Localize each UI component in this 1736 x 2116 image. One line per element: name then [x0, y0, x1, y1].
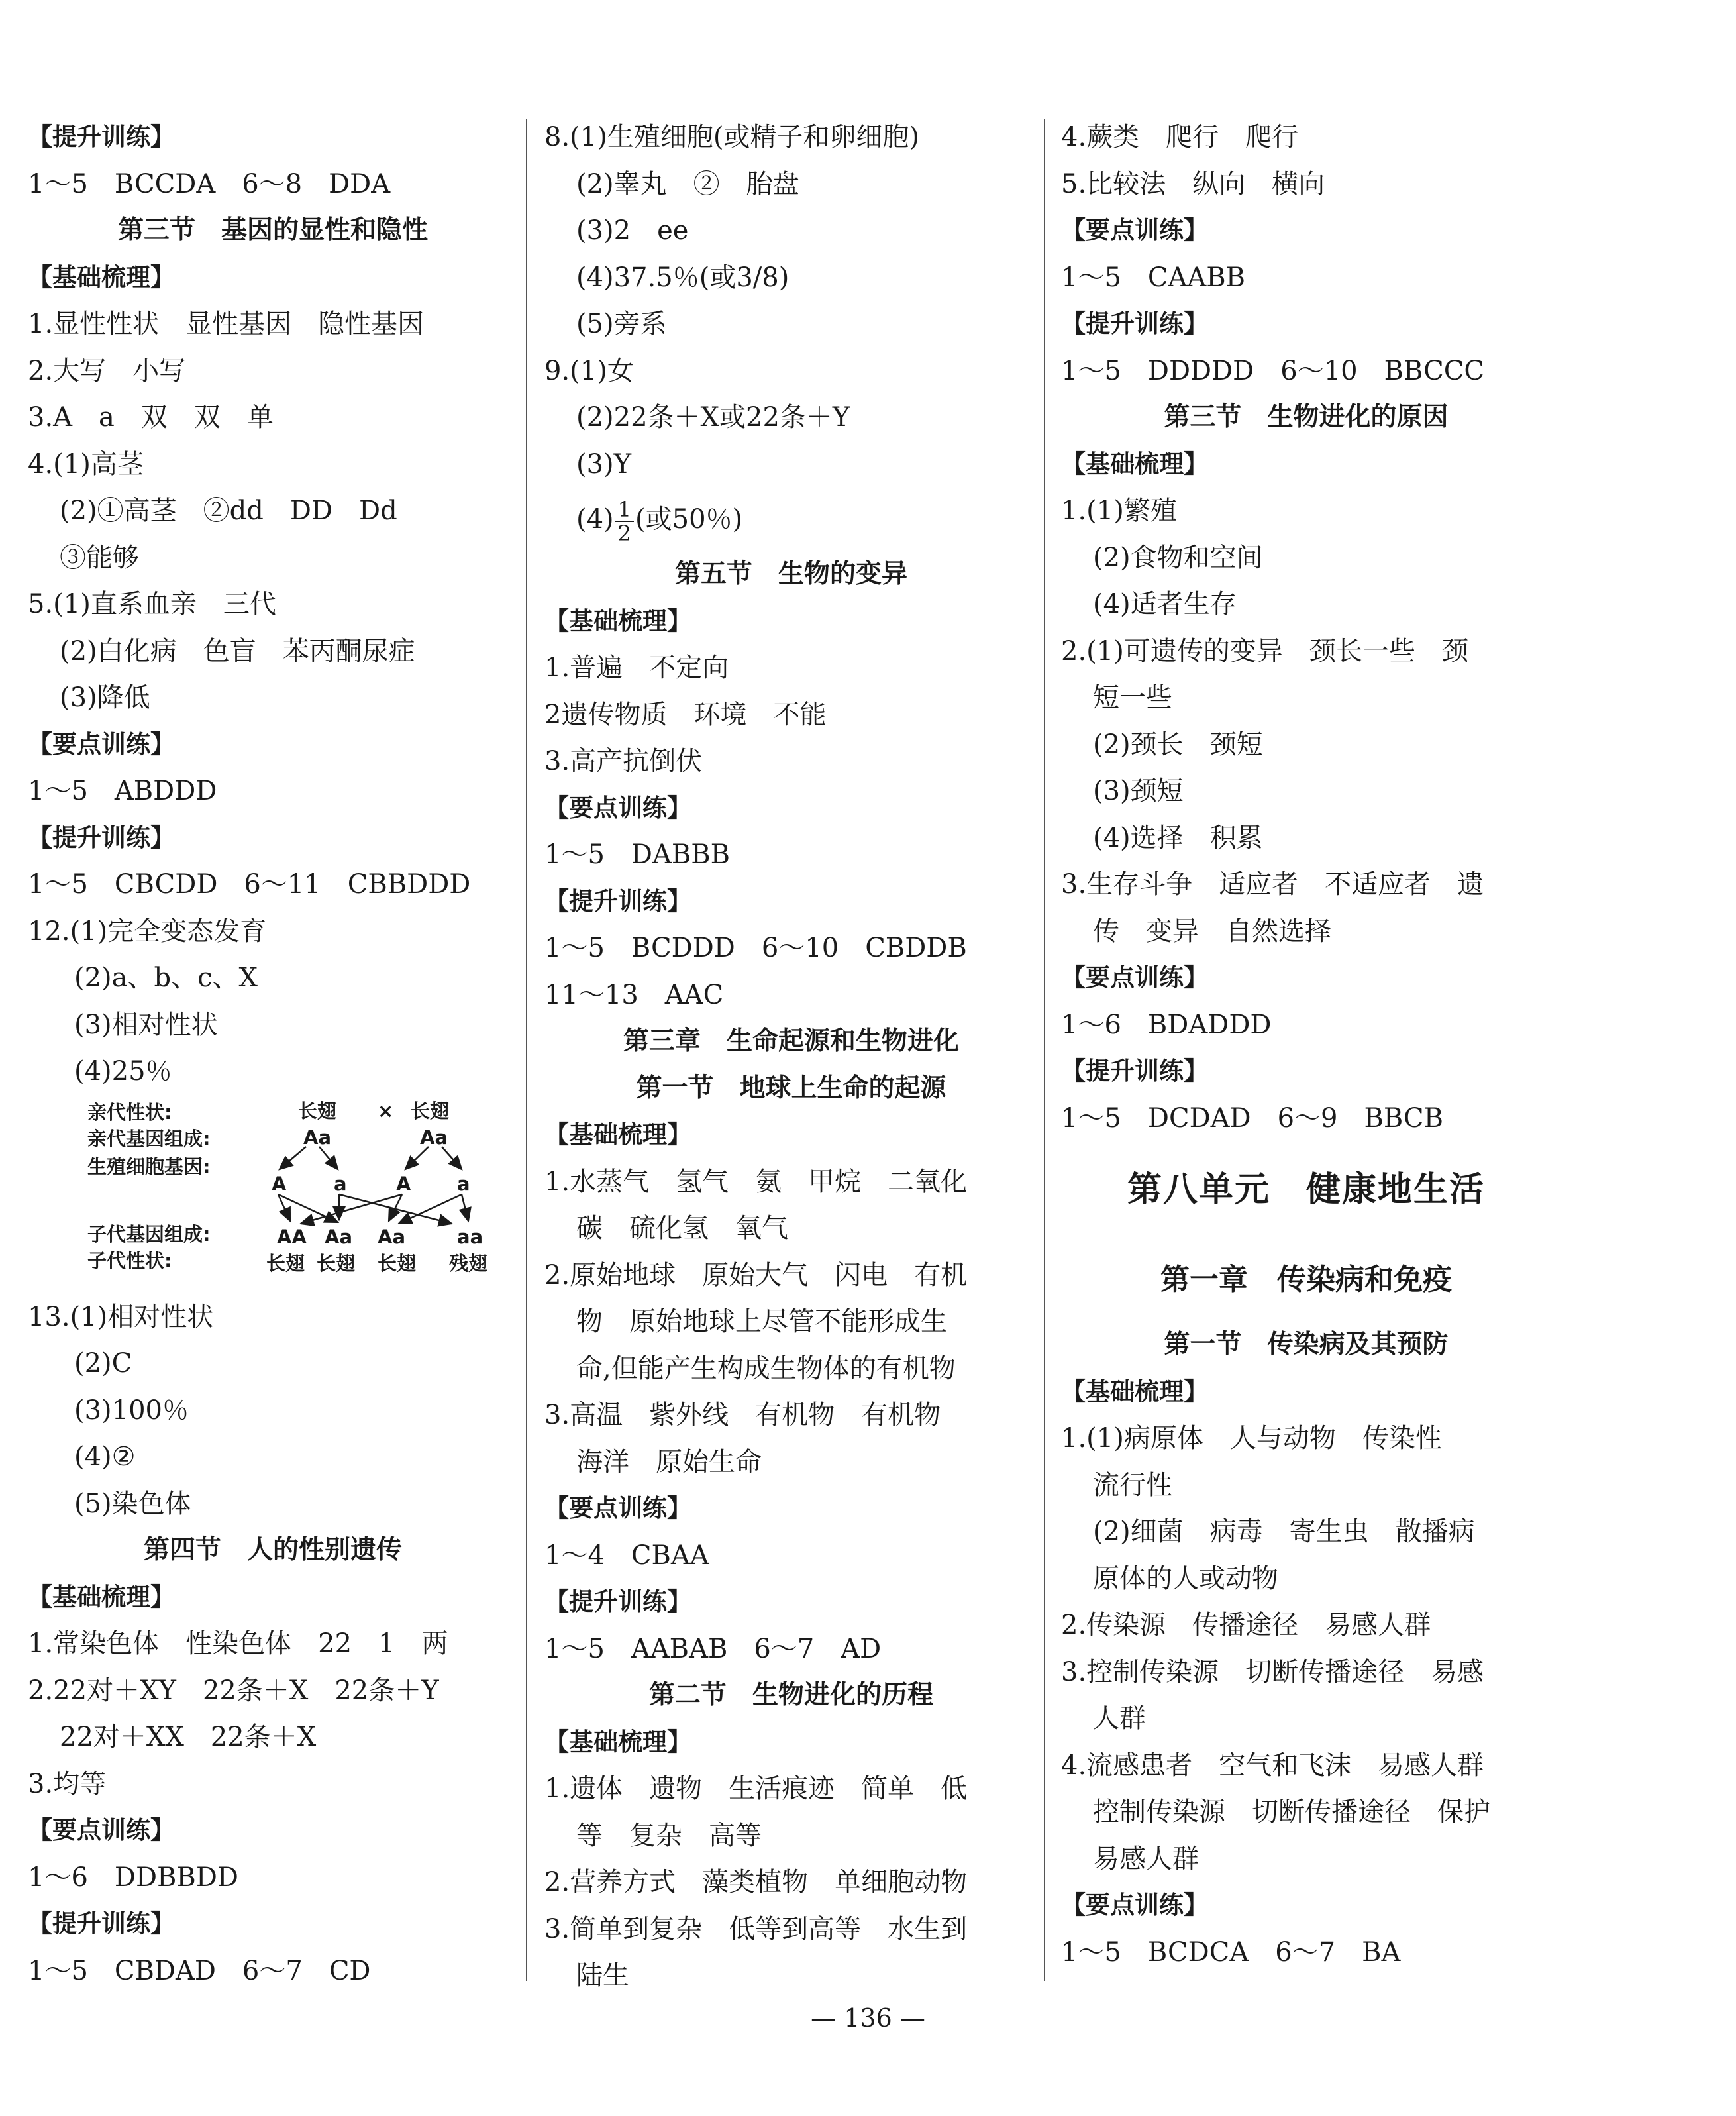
- section-tag: 【提升训练】: [28, 823, 175, 852]
- section-tag: 【基础梳理】: [28, 262, 175, 291]
- answer-line: 2.大写 小写: [28, 355, 186, 386]
- section-tag: 【要点训练】: [1061, 216, 1208, 244]
- section-heading: 第二节 生物进化的历程: [648, 1680, 933, 1710]
- answer-line: (3)Y: [576, 449, 632, 480]
- answer-line: 2.营养方式 藻类植物 单细胞动物: [544, 1867, 968, 1897]
- answer-line: 13.(1)相对性状: [28, 1301, 214, 1332]
- answer-line: 8.(1)生殖细胞(或精子和卵细胞): [544, 122, 920, 152]
- answer-line: 流行性: [1093, 1469, 1172, 1501]
- section-tag: 【要点训练】: [28, 1816, 175, 1844]
- answer-line: 11～13 AAC: [544, 979, 724, 1010]
- answer-line: 1～5 CBCDD 6～11 CBBDDD: [28, 869, 471, 900]
- answer-line: 碳 硫化氢 氧气: [576, 1213, 788, 1243]
- fraction: [615, 498, 634, 545]
- answer-line: 3.生存斗争 适应者 不适应者 遗: [1061, 869, 1484, 900]
- answer-line: 1～5 DABBB: [544, 839, 731, 870]
- child-trait-2: 长翅: [317, 1251, 356, 1275]
- answer-line: 短一些: [1093, 682, 1172, 713]
- answer-line: 1～5 CAABB: [1061, 262, 1246, 293]
- answer-line: 1.遗体 遗物 生活痕迹 简单 低: [544, 1773, 968, 1804]
- answer-line: 1～5 ABDDD: [28, 776, 217, 806]
- parent-gene-2: Aa: [420, 1126, 448, 1149]
- section-tag: 【要点训练】: [28, 729, 175, 759]
- section-tag: 【要点训练】: [1061, 963, 1208, 992]
- answer-line: 人群: [1093, 1703, 1146, 1734]
- answer-line: (2)细菌 病毒 寄生虫 散播病: [1093, 1516, 1475, 1547]
- answer-line: (4)适者生存: [1093, 589, 1237, 619]
- gamete-2: a: [334, 1172, 347, 1195]
- answer-line: (2)睾丸 ② 胎盘: [576, 168, 799, 199]
- cross-symbol: ×: [378, 1099, 394, 1122]
- gamete-3: A: [396, 1172, 411, 1195]
- section-tag: 【基础梳理】: [544, 606, 691, 635]
- answer-line: 等 复杂 高等: [576, 1820, 762, 1851]
- answer-line: 1～5 BCDCA 6～7 BA: [1061, 1936, 1401, 1968]
- answer-line: (2)颈长 颈短: [1093, 729, 1263, 760]
- answer-line-fraction: [544, 488, 1038, 551]
- column-divider-right: [1044, 119, 1045, 1981]
- answer-line: (4)选择 积累: [1093, 822, 1263, 853]
- column-2: [544, 114, 1038, 1999]
- section-heading: 第一节 地球上生命的起源: [636, 1073, 946, 1103]
- genetic-cross-diagram: [28, 1095, 518, 1294]
- answer-line: 3.A a 双 双 单: [28, 402, 274, 433]
- answer-line: 1～5 DDDDD 6～10 BBCCC: [1061, 355, 1484, 386]
- gamete-1: A: [272, 1172, 287, 1195]
- fraction-prefix: (4): [576, 504, 614, 535]
- answer-line: 1～5 CBDAD 6～7 CD: [28, 1955, 371, 1986]
- answer-line: 易感人群: [1093, 1843, 1199, 1874]
- answer-line: 12.(1)完全变态发育: [28, 916, 267, 947]
- answer-line: (2)食物和空间: [1093, 542, 1263, 573]
- section-tag: 【要点训练】: [544, 793, 691, 822]
- answer-line: 1.(1)繁殖: [1061, 496, 1177, 526]
- column-1: [28, 114, 518, 1994]
- answer-line: 3.均等: [28, 1768, 107, 1799]
- row-label-parent-gene: 亲代基因组成:: [87, 1127, 211, 1150]
- row-label-gamete: 生殖细胞基因:: [87, 1155, 211, 1178]
- row-label-child-trait: 子代性状:: [87, 1249, 172, 1272]
- answer-line: (3)相对性状: [74, 1009, 218, 1040]
- answer-line: (2)22条＋X或22条＋Y: [576, 402, 850, 433]
- answer-line: 原体的人或动物: [1093, 1563, 1278, 1594]
- answer-line: 2遗传物质 环境 不能: [544, 699, 827, 730]
- answer-line: 1～5 BCDDD 6～10 CBDDB: [544, 933, 967, 963]
- answer-line: 5.比较法 纵向 横向: [1061, 168, 1325, 199]
- answer-line: (5)旁系: [576, 309, 667, 339]
- child-trait-1: 长翅: [266, 1251, 305, 1275]
- answer-line: 2.22对＋XY 22条＋X 22条＋Y: [28, 1675, 439, 1706]
- section-tag: 【提升训练】: [1061, 309, 1208, 338]
- parent-gene-1: Aa: [303, 1126, 332, 1149]
- section-tag: 【基础梳理】: [28, 1582, 175, 1611]
- answer-line: 4.流感患者 空气和飞沫 易感人群: [1061, 1750, 1484, 1781]
- section-tag: 【提升训练】: [1061, 1057, 1208, 1085]
- section-heading: 第三节 基因的显性和隐性: [117, 215, 428, 245]
- fraction-denominator: 2: [617, 521, 632, 546]
- child-gene-1: AA: [277, 1225, 307, 1248]
- child-gene-3: Aa: [378, 1225, 406, 1248]
- unit-heading: 第八单元 健康地生活: [1127, 1170, 1485, 1210]
- child-gene-2: Aa: [325, 1225, 353, 1248]
- answer-line: (4)②: [74, 1442, 136, 1472]
- section-tag: 【提升训练】: [544, 886, 691, 916]
- section-tag: 【要点训练】: [1061, 1891, 1208, 1919]
- section-tag: 【提升训练】: [28, 123, 175, 151]
- section-tag: 【要点训练】: [544, 1494, 691, 1522]
- page-number: — 136 —: [811, 2003, 925, 2033]
- section-heading: 第一节 传染病及其预防: [1164, 1330, 1449, 1359]
- section-heading: 第三节 生物进化的原因: [1164, 402, 1449, 432]
- column-divider-left: [526, 119, 527, 1981]
- answer-line: (3)2 ee: [576, 215, 689, 246]
- answer-line: 1.(1)病原体 人与动物 传染性: [1061, 1423, 1442, 1454]
- answer-line: 2.(1)可遗传的变异 颈长一些 颈: [1061, 635, 1468, 666]
- answer-line: 3.简单到复杂 低等到高等 水生到: [544, 1913, 968, 1944]
- row-label-parent-trait: 亲代性状:: [87, 1100, 172, 1124]
- answer-line: 2.传染源 传播途径 易感人群: [1061, 1610, 1431, 1640]
- section-tag: 【基础梳理】: [1061, 449, 1208, 478]
- answer-line: 传 变异 自然选择: [1093, 916, 1331, 947]
- answer-line: 1.显性性状 显性基因 隐性基因: [28, 309, 425, 339]
- answer-line: (3)降低: [60, 682, 150, 713]
- answer-line: 9.(1)女: [544, 355, 634, 386]
- answer-line: 3.高产抗倒伏: [544, 746, 703, 776]
- answer-line: 1～5 DCDAD 6～9 BBCB: [1061, 1102, 1444, 1134]
- answer-line: 3.高温 紫外线 有机物 有机物: [544, 1400, 941, 1430]
- parent-trait-2: 长翅: [411, 1099, 450, 1122]
- answer-line: 1～5 BCCDA 6～8 DDA: [28, 168, 391, 199]
- answer-line: (2)①高茎 ②dd DD Dd: [60, 496, 397, 526]
- answer-line: 4.蕨类 爬行 爬行: [1061, 122, 1299, 152]
- section-heading: 第五节 生物的变异: [674, 559, 907, 589]
- section-heading: 第四节 人的性别遗传: [143, 1535, 402, 1565]
- answer-line: 命,但能产生构成生物体的有机物: [576, 1353, 956, 1384]
- answer-line: 3.控制传染源 切断传播途径 易感: [1061, 1656, 1484, 1687]
- chapter-heading: 第三章 生命起源和生物进化: [623, 1026, 959, 1056]
- section-tag: 【基础梳理】: [544, 1120, 691, 1149]
- answer-line: 1.常染色体 性染色体 22 1 两: [28, 1628, 448, 1659]
- answer-line: (3)颈短: [1093, 776, 1184, 806]
- answer-line: (5)染色体: [74, 1488, 191, 1519]
- answer-line: 陆生: [576, 1960, 629, 1991]
- answer-line: (4)25％: [74, 1056, 172, 1086]
- answer-line: 4.(1)高茎: [28, 449, 144, 480]
- answer-line: (2)白化病 色盲 苯丙酮尿症: [60, 635, 415, 666]
- answer-line: 物 原始地球上尽管不能形成生: [576, 1306, 947, 1337]
- gamete-4: a: [457, 1172, 470, 1195]
- chapter-heading: 第一章 传染病和免疫: [1160, 1263, 1452, 1296]
- parent-trait-1: 长翅: [298, 1099, 337, 1122]
- column-3: [1061, 114, 1551, 1976]
- answer-line: 1～4 CBAA: [544, 1540, 709, 1571]
- child-gene-4: aa: [457, 1225, 484, 1248]
- answer-line: 5.(1)直系血亲 三代: [28, 589, 276, 619]
- answer-line: 1～6 BDADDD: [1061, 1009, 1272, 1040]
- answer-line: 1.普遍 不定向: [544, 653, 729, 683]
- answer-line: (2)C: [74, 1348, 132, 1379]
- answer-line: 海洋 原始生命: [576, 1446, 762, 1477]
- section-tag: 【基础梳理】: [1061, 1377, 1208, 1406]
- answer-line: (2)a、b、c、X: [74, 963, 258, 993]
- section-tag: 【基础梳理】: [544, 1727, 691, 1756]
- answer-line: (3)100％: [74, 1395, 189, 1426]
- answer-line: 22对＋XX 22条＋X: [60, 1722, 317, 1752]
- answer-line: ③能够: [60, 542, 139, 573]
- fraction-suffix: (或50％): [635, 504, 743, 535]
- answer-line: 1.水蒸气 氢气 氨 甲烷 二氧化: [544, 1166, 968, 1197]
- answer-line: 1～5 AABAB 6～7 AD: [544, 1633, 882, 1664]
- fraction-numerator: 1: [615, 498, 634, 522]
- answer-line: 2.原始地球 原始大气 闪电 有机: [544, 1259, 968, 1291]
- section-tag: 【提升训练】: [28, 1909, 175, 1938]
- section-tag: 【提升训练】: [544, 1587, 691, 1616]
- answer-line: 1～6 DDBBDD: [28, 1862, 238, 1893]
- child-trait-4: 残翅: [449, 1251, 488, 1275]
- answer-line: 控制传染源 切断传播途径 保护: [1093, 1797, 1490, 1827]
- answer-line: (4)37.5％(或3/8): [576, 262, 790, 293]
- child-trait-3: 长翅: [378, 1251, 417, 1275]
- row-label-child-gene: 子代基因组成:: [87, 1222, 211, 1245]
